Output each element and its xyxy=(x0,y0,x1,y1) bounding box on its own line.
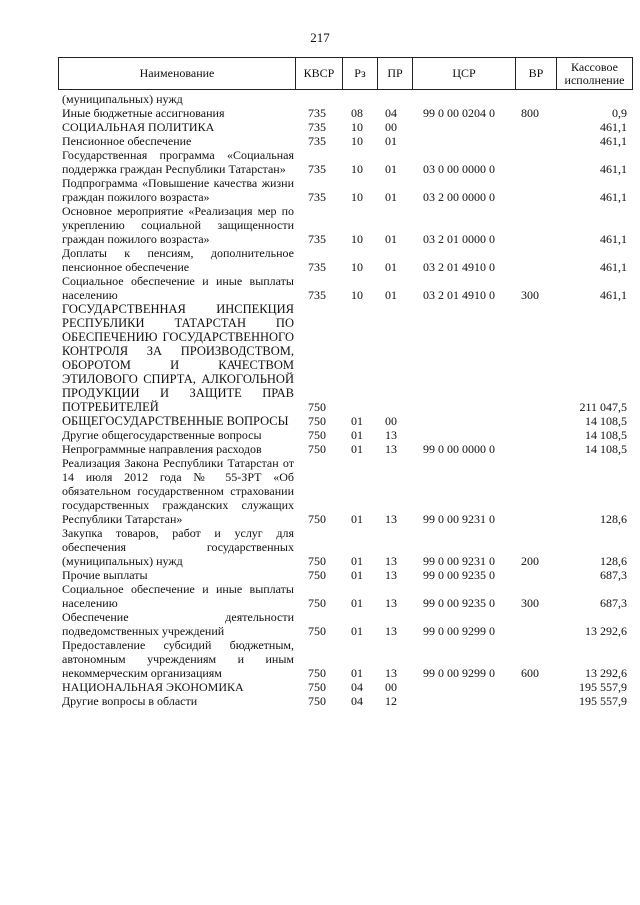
row-kvsr: 735 xyxy=(308,120,326,134)
row-csr: 99 0 00 9235 0 xyxy=(423,568,495,582)
row-kvsr: 750 xyxy=(308,624,326,638)
row-kvsr: 750 xyxy=(308,414,326,428)
row-rz: 01 xyxy=(351,596,363,610)
row-name: Государственная программа «Социальная поддержка граждан Республики Татарстан» xyxy=(62,148,294,176)
row-name: Другие общегосударственные вопросы xyxy=(62,428,262,442)
row-rz: 10 xyxy=(351,260,363,274)
row-name: Реализация Закона Республики Татарстан от 14 июля 2012 года № 55-ЗРТ «Об обязательном государственном страховании государственных гражданских служащих Республики Татарстан» xyxy=(62,456,294,526)
row-sum: 211 047,5 xyxy=(579,400,627,414)
row-pr: 13 xyxy=(385,512,397,526)
row-name: ОБЩЕГОСУДАРСТВЕННЫЕ ВОПРОСЫ xyxy=(62,414,289,428)
table-row xyxy=(58,610,633,638)
row-kvsr: 750 xyxy=(308,554,326,568)
header-name: Наименование xyxy=(59,58,296,89)
row-rz: 10 xyxy=(351,134,363,148)
table-row xyxy=(58,526,633,568)
row-csr: 99 0 00 9235 0 xyxy=(423,596,495,610)
row-csr: 99 0 00 0204 0 xyxy=(423,106,495,120)
row-sum: 461,1 xyxy=(600,190,627,204)
row-pr: 13 xyxy=(385,596,397,610)
row-csr: 03 2 00 0000 0 xyxy=(423,190,495,204)
row-name: Социальное обеспечение и иные выплаты населению xyxy=(62,582,294,610)
row-rz: 01 xyxy=(351,568,363,582)
table-row xyxy=(58,120,633,134)
row-csr: 99 0 00 9231 0 xyxy=(423,554,495,568)
table-row xyxy=(58,582,633,610)
row-name: Социальное обеспечение и иные выплаты населению xyxy=(62,274,294,302)
header-kvsr: КВСР xyxy=(296,58,343,89)
row-name: Подпрограмма «Повышение качества жизни граждан пожилого возраста» xyxy=(62,176,294,204)
row-pr: 13 xyxy=(385,568,397,582)
row-pr: 01 xyxy=(385,190,397,204)
row-name: ГОСУДАРСТВЕННАЯ ИНСПЕКЦИЯ РЕСПУБЛИКИ ТАТАРСТАН ПО ОБЕСПЕЧЕНИЮ ГОСУДАРСТВЕННОГО КОНТРОЛЯ ЗА ПРОИЗВОДСТВОМ, ОБОРОТОМ И КАЧЕСТВОМ ЭТИЛОВОГО СПИРТА, АЛКОГОЛЬНОЙ ПРОДУКЦИИ И ЗАЩИТЕ ПРАВ ПОТРЕБИТЕЛЕЙ xyxy=(62,302,294,414)
row-kvsr: 735 xyxy=(308,134,326,148)
row-csr: 99 0 00 9231 0 xyxy=(423,512,495,526)
table-row xyxy=(58,92,633,106)
row-pr: 04 xyxy=(385,106,397,120)
row-rz: 10 xyxy=(351,162,363,176)
table-header xyxy=(58,57,633,90)
header-vr: ВР xyxy=(516,58,557,89)
row-pr: 00 xyxy=(385,120,397,134)
header-sum: Кассовое исполнение xyxy=(564,59,625,87)
table-row xyxy=(58,568,633,582)
row-sum: 195 557,9 xyxy=(579,694,627,708)
page-number: 217 xyxy=(310,30,330,45)
row-sum: 14 108,5 xyxy=(585,442,627,456)
row-sum: 0,9 xyxy=(612,106,627,120)
table-row xyxy=(58,148,633,176)
row-pr: 13 xyxy=(385,442,397,456)
row-csr: 03 2 01 0000 0 xyxy=(423,232,495,246)
row-pr: 01 xyxy=(385,162,397,176)
table-row xyxy=(58,456,633,526)
row-name: НАЦИОНАЛЬНАЯ ЭКОНОМИКА xyxy=(62,680,244,694)
row-pr: 01 xyxy=(385,134,397,148)
table-row xyxy=(58,302,633,414)
row-kvsr: 750 xyxy=(308,694,326,708)
row-sum: 13 292,6 xyxy=(585,666,627,680)
row-kvsr: 735 xyxy=(308,232,326,246)
row-rz: 10 xyxy=(351,120,363,134)
table-row xyxy=(58,134,633,148)
table-row xyxy=(58,414,633,428)
row-kvsr: 750 xyxy=(308,512,326,526)
row-rz: 04 xyxy=(351,680,363,694)
row-name: (муниципальных) нужд xyxy=(62,92,183,106)
row-kvsr: 735 xyxy=(308,162,326,176)
row-name: Другие вопросы в области xyxy=(62,694,198,708)
table-row xyxy=(58,204,633,246)
row-pr: 01 xyxy=(385,232,397,246)
row-sum: 128,6 xyxy=(600,512,627,526)
row-vr: 300 xyxy=(521,596,539,610)
row-rz: 04 xyxy=(351,694,363,708)
row-name: Предоставление субсидий бюджетным, автономным учреждениям и иным некоммерческим организациям xyxy=(62,638,294,680)
row-pr: 12 xyxy=(385,694,397,708)
row-name: Непрограммные направления расходов xyxy=(62,442,262,456)
row-vr: 200 xyxy=(521,554,539,568)
header-rz: Рз xyxy=(343,58,378,89)
table-row xyxy=(58,428,633,442)
row-rz: 08 xyxy=(351,106,363,120)
row-pr: 13 xyxy=(385,666,397,680)
row-name: СОЦИАЛЬНАЯ ПОЛИТИКА xyxy=(62,120,215,134)
row-pr: 00 xyxy=(385,414,397,428)
row-sum: 461,1 xyxy=(600,232,627,246)
row-vr: 300 xyxy=(521,288,539,302)
row-sum: 461,1 xyxy=(600,134,627,148)
row-pr: 01 xyxy=(385,260,397,274)
row-sum: 195 557,9 xyxy=(579,680,627,694)
table-body xyxy=(58,92,633,708)
table-row xyxy=(58,176,633,204)
row-kvsr: 750 xyxy=(308,680,326,694)
row-name: Обеспечение деятельности подведомственных учреждений xyxy=(62,610,294,638)
row-kvsr: 735 xyxy=(308,288,326,302)
row-kvsr: 750 xyxy=(308,400,326,414)
row-sum: 461,1 xyxy=(600,260,627,274)
row-sum: 461,1 xyxy=(600,162,627,176)
row-csr: 03 2 01 4910 0 xyxy=(423,260,495,274)
table-row xyxy=(58,246,633,274)
table-row xyxy=(58,638,633,680)
row-pr: 13 xyxy=(385,624,397,638)
row-csr: 99 0 00 9299 0 xyxy=(423,666,495,680)
header-csr: ЦСР xyxy=(413,58,516,89)
row-rz: 01 xyxy=(351,666,363,680)
table-row xyxy=(58,106,633,120)
row-pr: 01 xyxy=(385,288,397,302)
row-kvsr: 735 xyxy=(308,260,326,274)
row-rz: 10 xyxy=(351,232,363,246)
row-pr: 00 xyxy=(385,680,397,694)
row-kvsr: 750 xyxy=(308,666,326,680)
row-kvsr: 750 xyxy=(308,568,326,582)
header-pr: ПР xyxy=(378,58,413,89)
row-sum: 687,3 xyxy=(600,596,627,610)
row-pr: 13 xyxy=(385,554,397,568)
row-sum: 687,3 xyxy=(600,568,627,582)
row-kvsr: 750 xyxy=(308,428,326,442)
row-sum: 461,1 xyxy=(600,120,627,134)
row-kvsr: 750 xyxy=(308,442,326,456)
table-row xyxy=(58,442,633,456)
row-sum: 128,6 xyxy=(600,554,627,568)
row-pr: 13 xyxy=(385,428,397,442)
row-rz: 01 xyxy=(351,428,363,442)
row-name: Пенсионное обеспечение xyxy=(62,134,192,148)
row-sum: 14 108,5 xyxy=(585,428,627,442)
row-rz: 10 xyxy=(351,288,363,302)
row-kvsr: 735 xyxy=(308,190,326,204)
row-rz: 01 xyxy=(351,554,363,568)
row-name: Доплаты к пенсиям, дополнительное пенсионное обеспечение xyxy=(62,246,294,274)
row-csr: 03 2 01 4910 0 xyxy=(423,288,495,302)
row-sum: 14 108,5 xyxy=(585,414,627,428)
table-row xyxy=(58,680,633,694)
row-name: Иные бюджетные ассигнования xyxy=(62,106,225,120)
row-csr: 99 0 00 9299 0 xyxy=(423,624,495,638)
row-name: Прочие выплаты xyxy=(62,568,148,582)
row-vr: 600 xyxy=(521,666,539,680)
row-csr: 03 0 00 0000 0 xyxy=(423,162,495,176)
row-rz: 01 xyxy=(351,624,363,638)
table-row xyxy=(58,694,633,708)
row-vr: 800 xyxy=(521,106,539,120)
row-sum: 461,1 xyxy=(600,288,627,302)
table-row xyxy=(58,274,633,302)
row-name: Закупка товаров, работ и услуг для обеспечения государственных (муниципальных) нужд xyxy=(62,526,294,568)
row-rz: 01 xyxy=(351,442,363,456)
row-sum: 13 292,6 xyxy=(585,624,627,638)
row-csr: 99 0 00 0000 0 xyxy=(423,442,495,456)
row-rz: 01 xyxy=(351,414,363,428)
row-rz: 10 xyxy=(351,190,363,204)
row-name: Основное мероприятие «Реализация мер по укреплению социальной защищенности граждан пожилого возраста» xyxy=(62,204,294,246)
row-kvsr: 735 xyxy=(308,106,326,120)
row-rz: 01 xyxy=(351,512,363,526)
row-kvsr: 750 xyxy=(308,596,326,610)
